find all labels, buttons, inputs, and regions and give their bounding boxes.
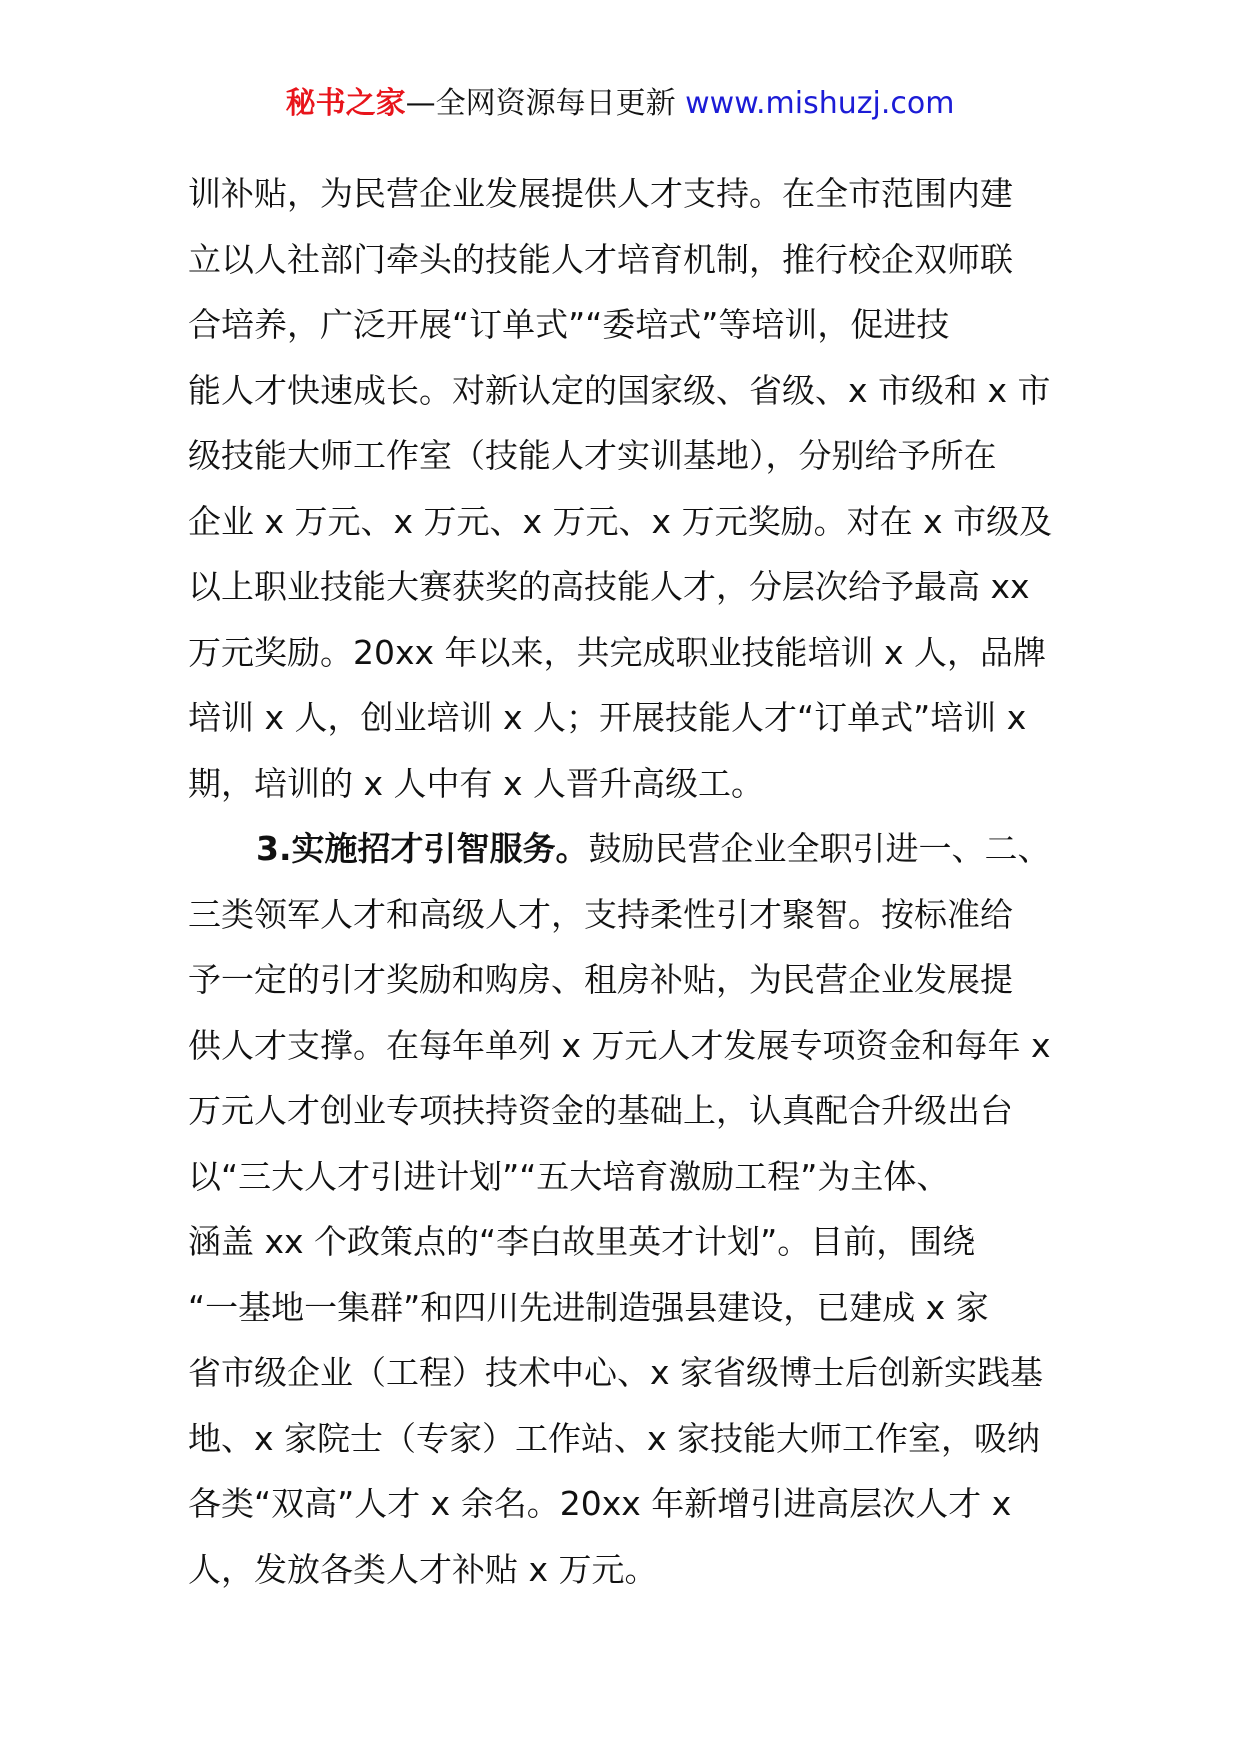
header-tagline: —全网资源每日更新 [405, 86, 676, 121]
text-line: 省市级企业（工程）技术中心、x 家省级博士后创新实践基 [188, 1353, 1044, 1392]
header-brand: 秘书之家 [285, 86, 406, 121]
text-line: 供人才支撑。在每年单列 x 万元人才发展专项资金和每年 x [188, 1025, 1051, 1065]
document-body [188, 161, 1068, 1602]
text-line: 人，发放各类人才补贴 x 万元。 [188, 1549, 658, 1589]
text-line: 各类“双高”人才 x 余名。20xx 年新增引进高层次人才 x [188, 1484, 1012, 1523]
text-line-first [188, 816, 1068, 882]
text-line: 万元人才创业专项扶持资金的基础上，认真配合升级出台 [188, 1091, 1013, 1130]
page-header [0, 84, 1240, 124]
text-line: 以上职业技能大赛获奖的高技能人才，分层次给予最高 xx [188, 567, 1030, 606]
header-url-link[interactable]: www.mishuzj.com [685, 86, 955, 121]
text-line: 培训 x 人，创业培训 x 人；开展技能人才“订单式”培训 x [188, 698, 1027, 737]
text-line: 企业 x 万元、x 万元、x 万元、x 万元奖励。对在 x 市级及 [188, 501, 1053, 541]
text-line: 能人才快速成长。对新认定的国家级、省级、x 市级和 x 市 [188, 370, 1051, 410]
text-line: 予一定的引才奖励和购房、租房补贴，为民营企业发展提 [188, 960, 1013, 999]
text-line: 期，培训的 x 人中有 x 人晋升高级工。 [188, 763, 765, 803]
text-line: 涵盖 xx 个政策点的“李白故里英才计划”。目前，围绕 [188, 1222, 976, 1261]
text-segment: 鼓励民营企业全职引进一、二、 [588, 829, 1051, 868]
paragraph-2 [188, 816, 1068, 1602]
text-line: 立以人社部门牵头的技能人才培育机制，推行校企双师联 [188, 239, 1013, 279]
text-line: 训补贴，为民营企业发展提供人才支持。在全市范围内建 [188, 174, 1013, 213]
text-line: 合培养，广泛开展“订单式”“委培式”等培训，促进技 [188, 305, 950, 344]
text-line: 三类领军人才和高级人才，支持柔性引才聚智。按标准给 [188, 894, 1013, 934]
paragraph-1 [188, 161, 1068, 816]
text-line: 地、x 家院士（专家）工作站、x 家技能大师工作室，吸纳 [188, 1418, 1041, 1458]
text-line: 万元奖励。20xx 年以来，共完成职业技能培训 x 人，品牌 [188, 632, 1047, 672]
text-line: 以“三大人才引进计划”“五大培育激励工程”为主体、 [188, 1156, 950, 1196]
text-line: 级技能大师工作室（技能人才实训基地），分别给予所在 [188, 436, 997, 475]
section-heading: 3.实施招才引智服务。 [256, 829, 589, 868]
text-line: “一基地一集群”和四川先进制造强县建设，已建成 x 家 [188, 1287, 989, 1327]
